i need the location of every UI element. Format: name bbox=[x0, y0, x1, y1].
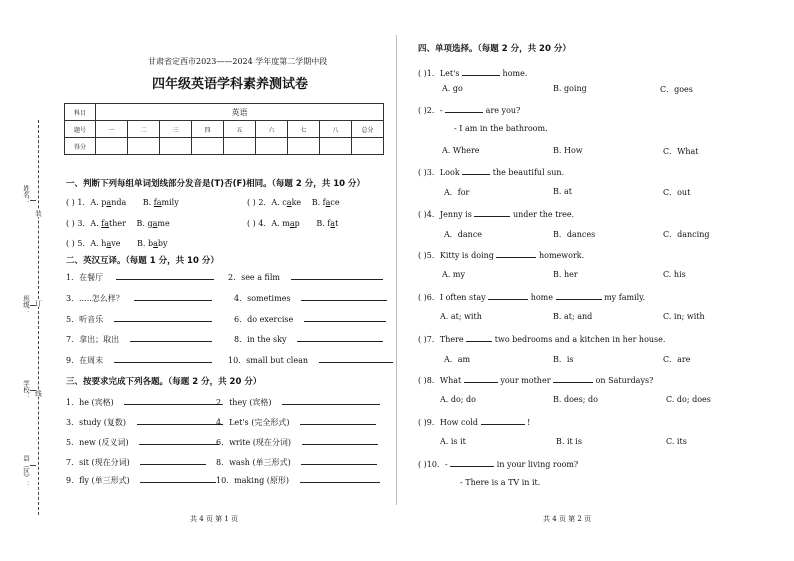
section2-item-4: 4．sometimes bbox=[234, 292, 387, 304]
section4-q1-option-a[interactable]: A. go bbox=[442, 84, 463, 93]
exam-title: 四年级英语学科素养测试卷 bbox=[152, 77, 309, 92]
section4-q9-stem: ( )9．How cold ! bbox=[418, 418, 531, 427]
section3-item-10: 10．making (原形) bbox=[216, 474, 380, 486]
section4-q7-option-a[interactable]: A．am bbox=[444, 355, 471, 364]
section2-item-3: 3．.....怎么样？ bbox=[66, 292, 212, 304]
section3-item-8: 8．wash (单三形式) bbox=[216, 456, 377, 468]
section2-item-9: 9．在周末 bbox=[66, 354, 212, 366]
section4-q1-option-c[interactable]: C．goes bbox=[660, 85, 693, 94]
col-2: 二 bbox=[128, 121, 160, 138]
section1-item-3: ( ) 3．A. father B. game bbox=[66, 219, 170, 228]
section1-item-2: ( ) 2．A. cake B. face bbox=[247, 198, 340, 207]
section2-item-10: 10．small but clean bbox=[228, 354, 393, 366]
section4-q10-stem: ( )10．- in your living room? bbox=[418, 460, 579, 469]
binding-county-label: 县（区）： bbox=[22, 455, 30, 488]
page-divider bbox=[396, 35, 397, 505]
col-4: 四 bbox=[192, 121, 224, 138]
section2-item-6: 6．do exercise bbox=[234, 313, 386, 325]
section4-q7-option-c[interactable]: C．are bbox=[663, 355, 691, 364]
section1-heading: 一、判断下列每组单词划线部分发音是(T)否(F)相同。（每题 2 分，共 10 分） bbox=[66, 179, 365, 189]
score-cell[interactable] bbox=[288, 138, 320, 155]
subject-label: 科目 bbox=[65, 104, 96, 121]
section4-q3-option-c[interactable]: C．out bbox=[663, 188, 691, 197]
section4-q9-option-a[interactable]: A. is it bbox=[440, 437, 466, 446]
section4-q6-option-b[interactable]: B. at; and bbox=[553, 312, 593, 321]
section4-q1-option-b[interactable]: B. going bbox=[553, 84, 587, 93]
section4-q2-answer: - I am in the bathroom. bbox=[454, 124, 548, 133]
score-cell[interactable] bbox=[224, 138, 256, 155]
section4-q3-option-a[interactable]: A．for bbox=[444, 188, 470, 197]
section3-item-5: 5．new (反义词) bbox=[66, 436, 219, 448]
page2-footer: 共 4 页 第 2 页 bbox=[543, 515, 592, 523]
col-6: 六 bbox=[256, 121, 288, 138]
section4-q6-option-c[interactable]: C. in; with bbox=[663, 312, 705, 321]
section4-q5-option-c[interactable]: C. his bbox=[663, 270, 686, 279]
section4-q4-option-a[interactable]: A．dance bbox=[444, 230, 483, 239]
binding-class-label: 班级： bbox=[22, 295, 30, 315]
section4-q4-stem: ( )4．Jenny is under the tree. bbox=[418, 210, 575, 219]
section3-item-7: 7．sit (现在分词) bbox=[66, 456, 206, 468]
binding-name-label: 姓名： bbox=[22, 185, 30, 205]
section2-item-1: 1．在餐厅 bbox=[66, 271, 214, 283]
section4-q5-option-a[interactable]: A. my bbox=[442, 270, 465, 279]
score-cell[interactable] bbox=[96, 138, 128, 155]
section4-q8-option-a[interactable]: A. do; do bbox=[440, 395, 476, 404]
section4-q10-answer: - There is a TV in it. bbox=[460, 478, 541, 487]
section4-q6-stem: ( )6．I often stay home my family. bbox=[418, 293, 646, 302]
score-cell[interactable] bbox=[256, 138, 288, 155]
section3-item-6: 6．write (现在分词) bbox=[216, 436, 378, 448]
section2-item-5: 5．听音乐 bbox=[66, 313, 212, 325]
col-7: 七 bbox=[288, 121, 320, 138]
section4-q3-option-b[interactable]: B. at bbox=[553, 187, 572, 196]
section4-q4-option-c[interactable]: C．dancing bbox=[663, 230, 710, 239]
score-cell[interactable] bbox=[320, 138, 352, 155]
section2-item-2: 2．see a film bbox=[228, 271, 383, 283]
binding-marker-zhuang: 装 bbox=[34, 210, 42, 217]
section4-q8-stem: ( )8．What your mother on Saturdays? bbox=[418, 376, 654, 385]
section3-item-4: 4．Let's (完全形式) bbox=[216, 416, 376, 428]
section3-item-9: 9．fly (单三形式) bbox=[66, 474, 216, 486]
page1-footer: 共 4 页 第 1 页 bbox=[190, 515, 239, 523]
score-cell[interactable] bbox=[160, 138, 192, 155]
section4-q2-option-b[interactable]: B. How bbox=[553, 146, 583, 155]
score-cell[interactable] bbox=[352, 138, 384, 155]
col-1: 一 bbox=[96, 121, 128, 138]
col-3: 三 bbox=[160, 121, 192, 138]
section4-q3-stem: ( )3．Look the beautiful sun. bbox=[418, 168, 565, 177]
score-label: 得分 bbox=[65, 138, 96, 155]
section1-item-5: ( ) 5．A. have B. baby bbox=[66, 239, 168, 248]
binding-dashed-line bbox=[38, 120, 39, 515]
section4-q2-option-c[interactable]: C．What bbox=[663, 147, 699, 156]
section4-q7-stem: ( )7．There two bedrooms and a kitchen in her house. bbox=[418, 335, 666, 344]
binding-marker-ding: 订 bbox=[34, 300, 42, 307]
binding-school-label: 学校： bbox=[22, 380, 30, 400]
section3-heading: 三、按要求完成下列各题。（每题 2 分，共 20 分） bbox=[66, 377, 262, 387]
section4-q6-option-a[interactable]: A. at; with bbox=[440, 312, 482, 321]
score-cell[interactable] bbox=[192, 138, 224, 155]
section4-q9-option-b[interactable]: B. it is bbox=[556, 437, 582, 446]
section4-q2-stem: ( )2．- are you? bbox=[418, 106, 521, 115]
question-number-label: 题号 bbox=[65, 121, 96, 138]
section4-q9-option-c[interactable]: C. its bbox=[666, 437, 687, 446]
section4-q5-stem: ( )5．Kitty is doing homework. bbox=[418, 251, 585, 260]
binding-marker-xian: 线 bbox=[34, 390, 42, 397]
subject-value: 英语 bbox=[96, 104, 384, 121]
col-8: 八 bbox=[320, 121, 352, 138]
section2-item-8: 8．in the sky bbox=[234, 333, 383, 345]
section4-q7-option-b[interactable]: B．is bbox=[553, 355, 574, 364]
score-cell[interactable] bbox=[128, 138, 160, 155]
section4-q1-stem: ( )1．Let's home. bbox=[418, 69, 528, 78]
section4-q4-option-b[interactable]: B．dances bbox=[553, 230, 596, 239]
section3-item-3: 3．study (复数) bbox=[66, 416, 223, 428]
section1-item-1: ( ) 1．A. panda B. family bbox=[66, 198, 179, 207]
section4-heading: 四、单项选择。（每题 2 分，共 20 分） bbox=[418, 44, 571, 54]
col-total: 总分 bbox=[352, 121, 384, 138]
section4-q8-option-c[interactable]: C. do; does bbox=[666, 395, 711, 404]
section4-q2-option-a[interactable]: A. Where bbox=[442, 146, 480, 155]
section4-q5-option-b[interactable]: B. her bbox=[553, 270, 578, 279]
section2-heading: 二、英汉互译。（每题 1 分，共 10 分） bbox=[66, 256, 219, 266]
col-5: 五 bbox=[224, 121, 256, 138]
exam-subtitle: 甘肃省定西市2023——2024 学年度第二学期中段 bbox=[148, 57, 328, 66]
section3-item-2: 2．they (宾格) bbox=[216, 396, 380, 408]
section1-item-4: ( ) 4．A. map B. fat bbox=[247, 219, 339, 228]
section2-item-7: 7．拿出；取出 bbox=[66, 333, 212, 345]
score-table bbox=[64, 103, 384, 155]
section3-item-1: 1．he (宾格) bbox=[66, 396, 222, 408]
section4-q8-option-b[interactable]: B. does; do bbox=[553, 395, 598, 404]
